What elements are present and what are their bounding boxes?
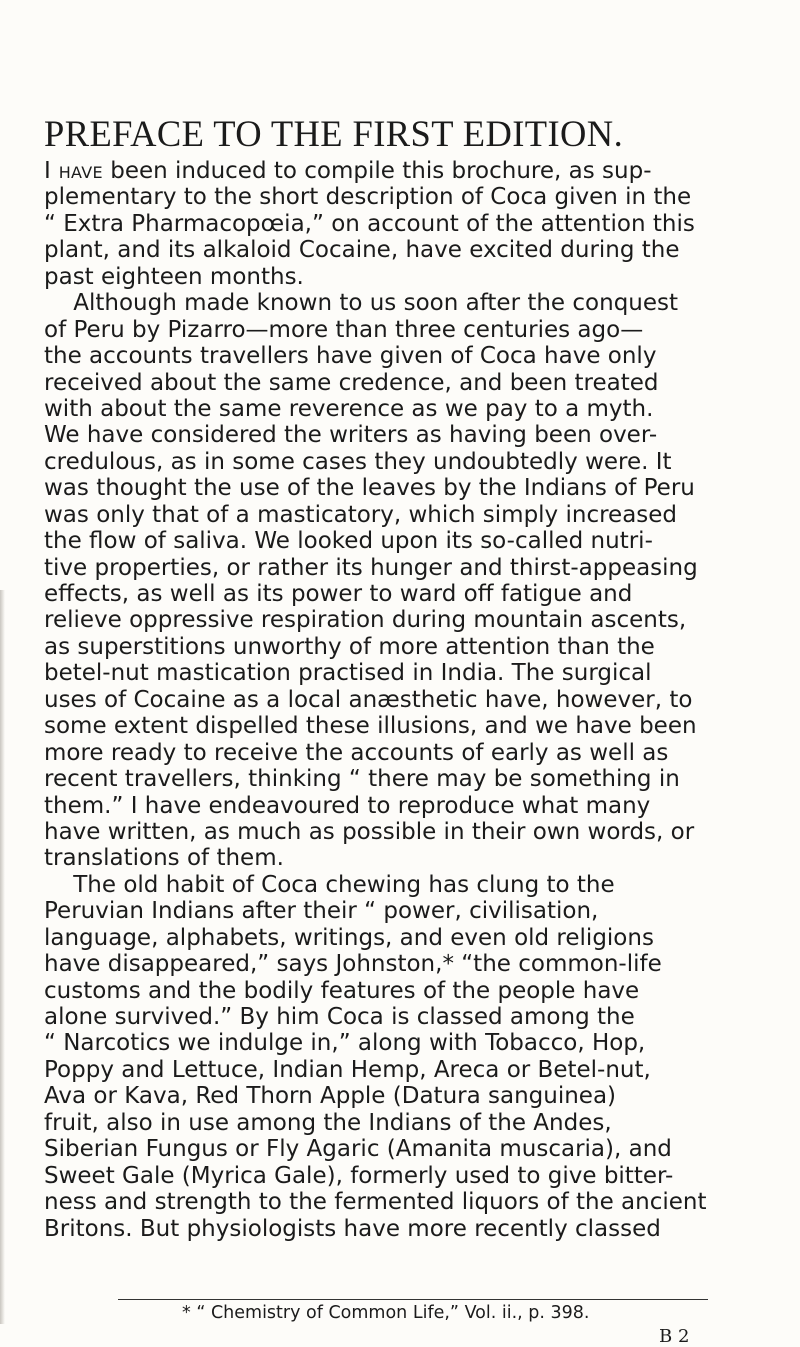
text-line: plant, and its alkaloid Cocaine, have excited during the [44,237,680,264]
text-line: translations of them. [44,845,284,872]
text-line: tive properties, or rather its hunger and thirst-appeasing [44,554,698,581]
text-line: We have considered the writers as having been over- [44,422,658,449]
text-line: the accounts travellers have given of Coca have only [44,343,657,370]
text-line: some extent dispelled these illusions, and we have been [44,713,697,740]
text-line: the flow of saliva. We looked upon its so-called nutri- [44,528,653,555]
text-line: have disappeared,” says Johnston,* “the common-life [44,951,662,978]
text-line: more ready to receive the accounts of early as well as [44,739,669,766]
text-line: Sweet Gale (Myrica Gale), formerly used to give bitter- [44,1162,674,1189]
drop-small-caps: I have [44,158,103,184]
text-line-first [44,158,774,184]
footnote-divider [118,1299,708,1300]
text-line: past eighteen months. [44,263,304,290]
text-line: relieve oppressive respiration during mountain ascents, [44,607,687,634]
text-line: of Peru by Pizarro—more than three centuries ago— [44,316,644,343]
text-line: have written, as much as possible in their own words, or [44,818,695,845]
page-title: PREFACE TO THE FIRST EDITION. [44,113,624,154]
preface-body [44,158,774,1242]
text-line: was only that of a masticatory, which simply increased [44,501,678,528]
text-line: them.” I have endeavoured to reproduce what many [44,792,651,819]
text-line: betel-nut mastication practised in India. The surgical [44,660,652,687]
text-line: recent travellers, thinking “ there may be something in [44,766,680,793]
text-line-first-rest: been induced to compile this brochure, as sup- [102,158,652,184]
text-line: fruit, also in use among the Indians of the Andes, [44,1109,612,1136]
text-line: “ Narcotics we indulge in,” along with Tobacco, Hop, [44,1030,646,1057]
text-line: Although made known to us soon after the conquest [44,290,679,317]
text-line: credulous, as in some cases they undoubtedly were. It [44,448,672,475]
text-line: “ Extra Pharmacopœia,” on account of the attention this [44,210,695,237]
text-line: ness and strength to the fermented liquors of the ancient [44,1189,707,1216]
text-line: alone survived.” By him Coca is classed among the [44,1004,635,1030]
text-line: was thought the use of the leaves by the Indians of Peru [44,475,695,502]
text-line: received about the same credence, and been treated [44,369,659,396]
text-line: Britons. But physiologists have more recently classed [44,1215,661,1242]
text-line: Siberian Fungus or Fly Agaric (Amanita muscaria), and [44,1136,672,1163]
text-line: as superstitions unworthy of more attention than the [44,633,655,660]
signature-mark: B 2 [659,1326,690,1347]
text-line: with about the same reverence as we pay to a myth. [44,395,654,422]
text-line: plementary to the short description of Coca given in the [44,184,692,211]
text-line: customs and the bodily features of the people have [44,977,640,1004]
text-line: effects, as well as its power to ward off fatigue and [44,581,633,607]
text-line: uses of Cocaine as a local anæsthetic have, however, to [44,686,693,713]
text-line: Poppy and Lettuce, Indian Hemp, Areca or Betel-nut, [44,1056,651,1083]
text-line: language, alphabets, writings, and even old religions [44,924,654,951]
page-gutter-shadow [0,590,5,1324]
text-line: Ava or Kava, Red Thorn Apple (Datura sanguinea) [44,1083,617,1110]
text-line: The old habit of Coca chewing has clung to the [44,871,615,898]
footnote: * “ Chemistry of Common Life,” Vol. ii., p. 398. [182,1303,590,1323]
text-line: Peruvian Indians after their “ power, civilisation, [44,898,599,925]
